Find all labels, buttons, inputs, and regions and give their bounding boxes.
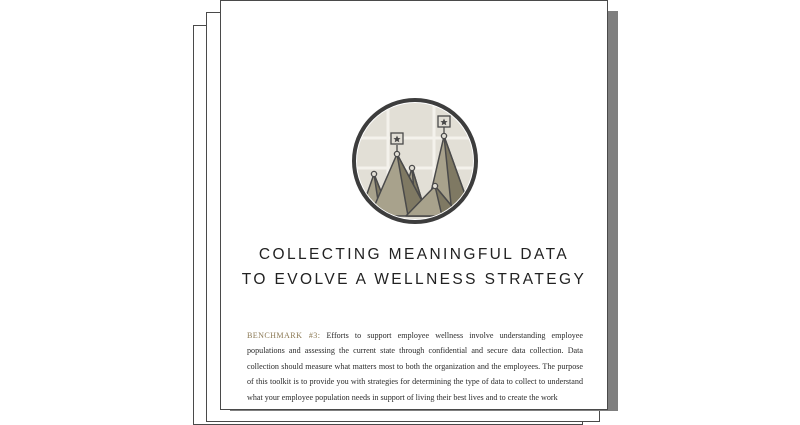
front-page bbox=[220, 0, 608, 410]
body-text: Efforts to support employee wellness involve understanding employee populations and assessing the current state through confidential and secure data collection. Data collection should measure what matters most to both the organization and the employees. The purpose of this toolkit is to provide you with strategies for determining the type of data to collect to understand what your employee population needs in support of living their best lives and to create the work bbox=[247, 331, 583, 402]
benchmark-label: BENCHMARK #3: bbox=[247, 331, 321, 340]
document-title-line-1: COLLECTING MEANINGFUL DATA bbox=[258, 246, 570, 263]
body-paragraph bbox=[247, 328, 583, 405]
document-title-line-2: TO EVOLVE A WELLNESS STRATEGY bbox=[241, 271, 587, 288]
mountain-peaks-icon bbox=[350, 96, 480, 226]
